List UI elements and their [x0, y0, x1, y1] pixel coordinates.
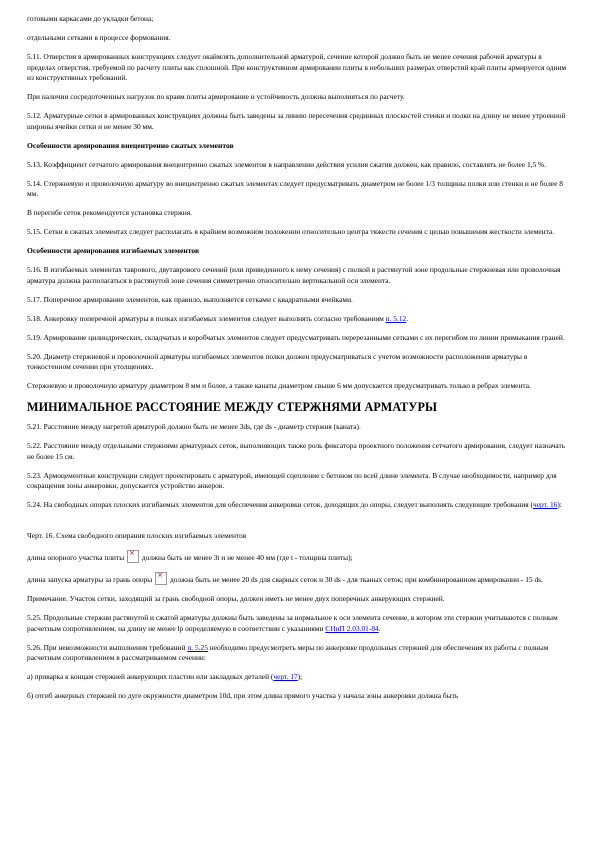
figure-link[interactable]: черт. 17	[273, 672, 298, 682]
text-run: а) приварка к концам стержней анкерующих пластин или закладных деталей (	[27, 672, 274, 682]
text-run: должна быть не менее 3t и не менее 40 мм (где t - толщина плиты);	[140, 553, 353, 563]
clause-5-26	[27, 643, 568, 664]
subsection-heading: Особенности армирования изгибаемых элементов	[27, 246, 200, 256]
text-run: );	[297, 672, 303, 682]
standard-link[interactable]: СНиП 2.03.01-84	[325, 623, 379, 633]
broken-image-icon	[155, 572, 167, 585]
text-run: 5.26. При невозможности выполнения требований	[27, 642, 188, 652]
clause-5-14: 5.14. Стержневую и проволочную арматуру во внецентренно сжатых элементах следует предусматривать диаметром не более 1/3 толщины полки или стенки и не более 8 мм.	[27, 178, 563, 199]
text-run: 5.25. Продольные стержни растянутой и сжатой арматуры должны быть заведены за нормальное к оси элемента сечение, в котором эти стержни учитываются с полным расчетным сопротивлением, на длину не менее lp определяемую в соответствии с указаниями	[27, 612, 558, 633]
figure-link[interactable]: черт. 16	[532, 500, 558, 510]
clause-5-12: 5.12. Арматурные сетки в армированных конструкциях должны быть заведены за линию пересечения срединных плоскостей стенки и полки на длину не менее утроенной ширины ячейки сетки и не менее 30 мм.	[27, 111, 566, 131]
figure-caption: Черт. 16. Схема свободного опирания плоских изгибаемых элементов	[27, 531, 247, 541]
section-title: МИНИМАЛЬНОЕ РАССТОЯНИЕ МЕЖДУ СТЕРЖНЯМИ АРМАТУРЫ	[27, 400, 438, 415]
clause-link[interactable]: п. 5.12	[385, 313, 407, 323]
document-body	[27, 14, 568, 702]
subsection-heading: Особенности армирования внецентренно сжатых элементов	[27, 140, 234, 150]
clause-5-16: 5.16. В изгибаемых элементах таврового, двутаврового сечений (или приведенного к нему сечения) с полкой в растянутой зоне продольные стержневая или проволочная арматура должна располагаться в растянутой зоне сечения симметрично относительно вертикальной оси элемента.	[27, 265, 561, 285]
clause-link[interactable]: п. 5.25	[187, 642, 208, 652]
clause-5-18	[27, 314, 568, 325]
clause-5-24	[27, 500, 568, 511]
clause-5-20: 5.20. Диаметр стержневой и проволочной арматуры изгибаемых элементов полки должен предусматриваться с учетом возможности расположения арматуры в тонкостенном сечении при утолщениях.	[27, 351, 528, 372]
paragraph: готовыми каркасами до укладки бетона;	[27, 14, 154, 23]
clause-5-22: 5.22. Расстояние между отдельными стержнями арматурных сеток, выполняющих также роль фиксатора проектного положения сетчатого армирования, следует назначать не более 15 см.	[27, 441, 566, 461]
text-run: .	[406, 313, 409, 323]
paragraph: отдельными сетками в процессе формования.	[27, 32, 171, 42]
text-run: длина опорного участка плиты	[27, 553, 127, 563]
clause-5-19: 5.19. Армирование цилиндрических, складчатых и коробчатых элементов следует предусматривать перерезанными сетками с их перегибом по линии примыкания граней.	[27, 332, 565, 342]
requirement-item	[27, 550, 568, 564]
clause-5-23: 5.23. Армоцементные конструкции следует проектировать с арматурой, имеющей сцепление с бетоном по всей длине элемента. В случае необходимости, например для сокращения зоны анкеровки, допускается устройство анкеров.	[27, 470, 557, 491]
text-run: должна быть не менее 20 ds для сварных сеток и 30 ds - для тканых сеток; при комбинированном армировании - 15 ds.	[168, 575, 543, 584]
list-item: б) отгиб анкерных стержней по дуге окружности диаметром 10d, при этом длина прямого участка у начала зоны анкеровки должна быть	[27, 691, 459, 701]
paragraph: При наличии сосредоточенных нагрузок по краям плиты армирование и устойчивость должны выполняться по расчету.	[27, 92, 405, 102]
text-run: необходимо предусмотреть меры по анкеровке продольных стержней для обеспечения их работы с полным расчетным сопротивлением в рассматриваемом сечении:	[27, 642, 549, 663]
requirement-item	[27, 572, 568, 586]
text-run: 5.24. На свободных опорах плоских изгибаемых элементов для обеспечения анкеровки сеток, доходящих до опоры, следует выполнять следующие требования (	[27, 500, 533, 510]
clause-5-17: 5.17. Поперечное армирование элементов, как правило, выполняется сетками с квадратными ячейками.	[27, 294, 353, 304]
paragraph: Стержневую и проволочную арматуру диаметром 8 мм и более, а также канаты диаметром свыше 6 мм допускается предусматривать только в ребрах элемента.	[27, 381, 531, 391]
text-run: .	[378, 623, 381, 633]
clause-5-11: 5.11. Отверстия в армированных конструкциях следует окаймлять дополнительной арматурой, сечение которой должно быть не менее сечения рабочей арматуры в пределах отверстия, требуемой по расчету плиты как сплошной. При конструктивном армировании плиты в небольших размерах отверстий край плиты армируется одним из конструктивных требований.	[27, 51, 567, 83]
clause-5-25	[27, 613, 568, 634]
broken-image-icon	[127, 550, 139, 563]
note: Примечание. Участок сетки, заходящий за грань свободной опоры, должен иметь не менее двух поперечных анкерующих стержней.	[27, 593, 445, 603]
clause-5-21: 5.21. Расстояние между нагретой арматурой должно быть не менее 3ds, где ds - диаметр стержня (каната).	[27, 422, 361, 432]
list-item	[27, 672, 568, 683]
text-run: ):	[557, 500, 562, 510]
text-run: длина запуска арматуры за грань опоры	[27, 575, 155, 584]
clause-5-15: 5.15. Сетки в сжатых элементах следует располагать в крайнем возможном положении относительно центра тяжести сечения с целью повышения жесткости элемента.	[27, 227, 555, 237]
paragraph: В перегибе сеток рекомендуется установка стержня.	[27, 208, 192, 218]
text-run: 5.18. Анкеровку поперечной арматуры в полках изгибаемых элементов следует выполнять согласно требованиям	[27, 313, 386, 323]
clause-5-13: 5.13. Коэффициент сетчатого армирования внецентренно сжатых элементов в направлении действия усилия сжатия должен, как правило, составлять не более 1,5 %.	[27, 159, 547, 169]
